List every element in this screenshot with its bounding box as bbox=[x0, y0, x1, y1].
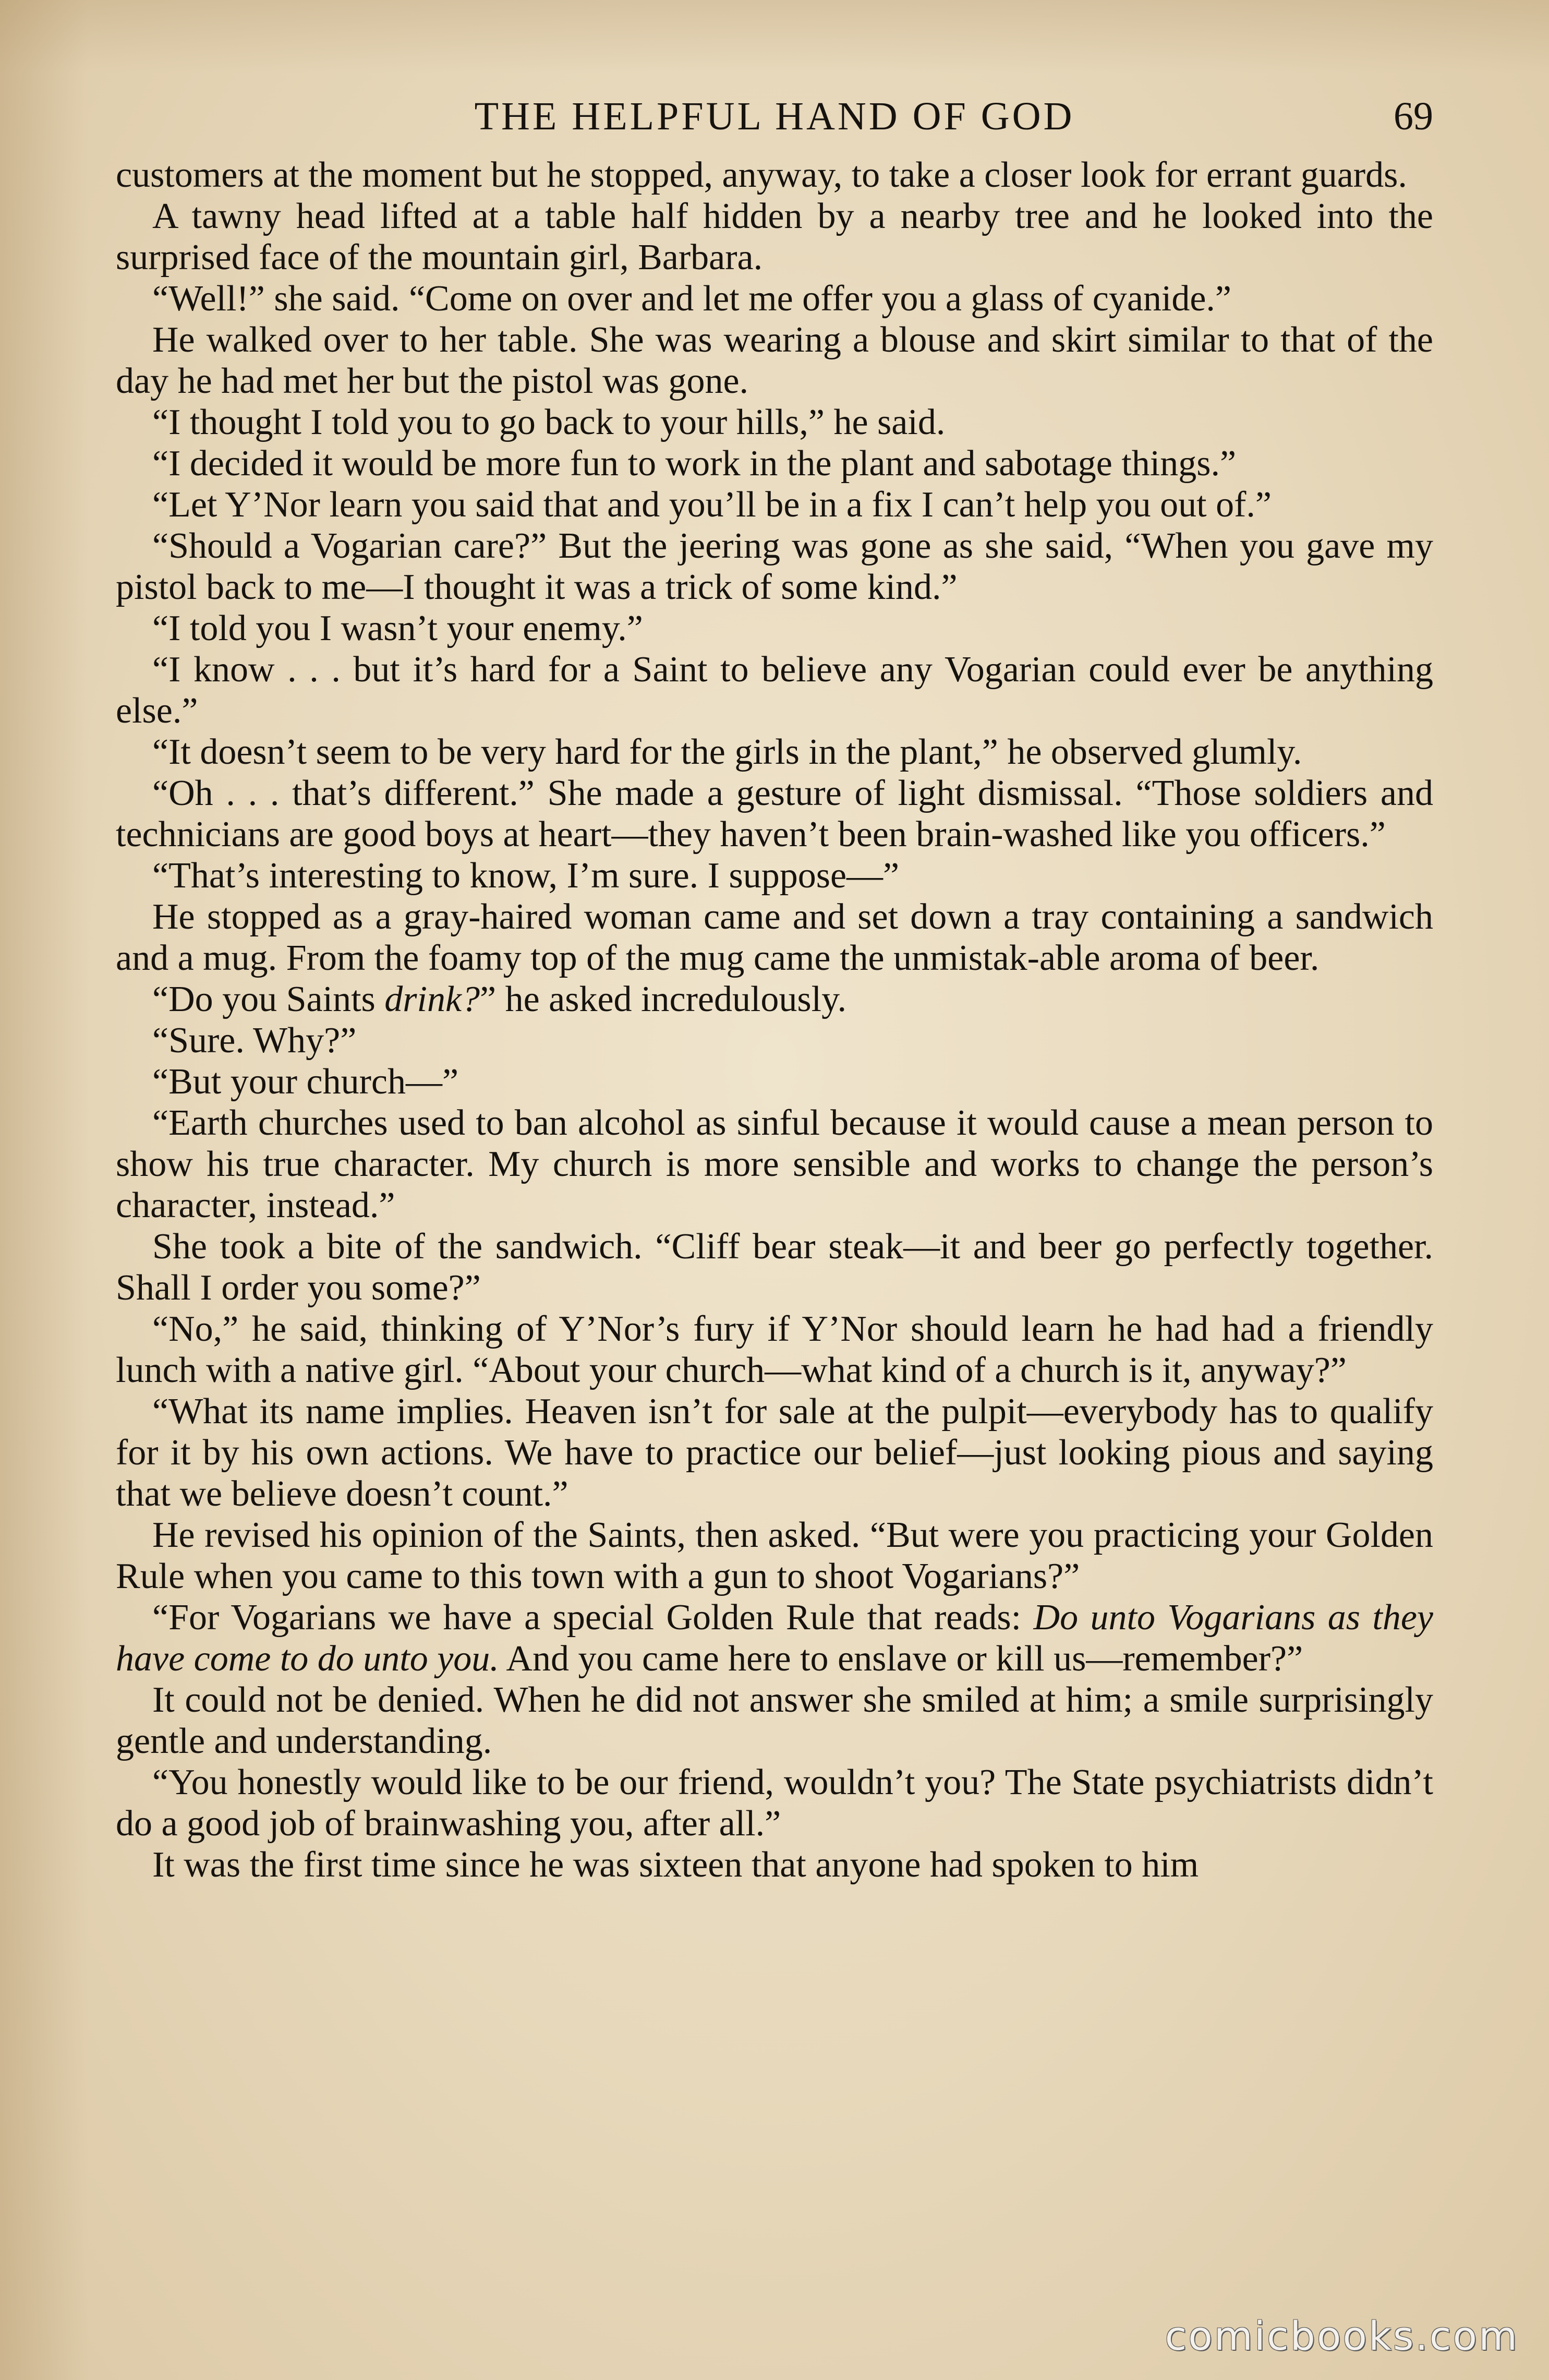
paragraph bbox=[116, 443, 1433, 484]
paragraph bbox=[116, 484, 1433, 525]
text-run: customers at the moment but he stopped, anyway, to take a closer look for errant guards. bbox=[116, 155, 1407, 195]
paragraph bbox=[116, 1844, 1433, 1885]
paragraph bbox=[116, 608, 1433, 649]
text-run: He revised his opinion of the Saints, then asked. “But were you practicing your Golden Rule when you came to this town with a gun to shoot Vogarians?” bbox=[116, 1515, 1433, 1596]
paragraph bbox=[116, 773, 1433, 855]
text-run: He stopped as a gray-haired woman came and set down a tray containing a sandwich and a mug. From the foamy top of the mug came the unmistak-able aroma of beer. bbox=[116, 897, 1433, 978]
text-run: “Do you Saints bbox=[152, 979, 385, 1019]
paragraph bbox=[116, 1391, 1433, 1514]
text-run: “I know . . . but it’s hard for a Saint to believe any Vogarian could ever be anything else.” bbox=[116, 650, 1433, 731]
paragraph bbox=[116, 1020, 1433, 1061]
text-run: “That’s interesting to know, I’m sure. I suppose—” bbox=[152, 856, 900, 896]
text-run: “You honestly would like to be our friend, wouldn’t you? The State psychiatrists didn’t do a good job of brainwashing you, after all.” bbox=[116, 1762, 1433, 1844]
text-run: “Sure. Why?” bbox=[152, 1020, 357, 1061]
paragraph bbox=[116, 278, 1433, 319]
text-run: And you came here to enslave or kill us—remember?” bbox=[499, 1639, 1303, 1679]
paragraph bbox=[116, 1514, 1433, 1597]
text-run: She took a bite of the sandwich. “Cliff bear steak—it and beer go perfectly together. Shall I order you some?” bbox=[116, 1227, 1433, 1308]
text-run: It was the first time since he was sixteen that anyone had spoken to him bbox=[152, 1845, 1199, 1885]
paragraph bbox=[116, 731, 1433, 773]
paragraph bbox=[116, 1597, 1433, 1679]
paragraph bbox=[116, 1679, 1433, 1762]
paragraph bbox=[116, 649, 1433, 731]
text-run: “Let Y’Nor learn you said that and you’ll be in a fix I can’t help you out of.” bbox=[152, 485, 1272, 525]
italic-text: Do unto Vogarians as they have come to do unto you. bbox=[116, 1597, 1433, 1679]
watermark: comicbooks.com bbox=[1165, 2313, 1519, 2359]
paragraph bbox=[116, 1061, 1433, 1102]
text-run: “It doesn’t seem to be very hard for the girls in the plant,” he observed glumly. bbox=[152, 732, 1302, 772]
paragraph bbox=[116, 525, 1433, 608]
paragraph bbox=[116, 196, 1433, 278]
page-header bbox=[116, 94, 1433, 146]
body-text bbox=[116, 154, 1433, 1885]
italic-text: drink? bbox=[384, 979, 480, 1019]
paragraph bbox=[116, 154, 1433, 196]
text-run: “Oh . . . that’s different.” She made a gesture of light dismissal. “Those soldiers and technicians are good boys at heart—they haven’t been brain-washed like you officers.” bbox=[116, 773, 1433, 855]
text-run: “But your church—” bbox=[152, 1062, 459, 1102]
text-run: “Earth churches used to ban alcohol as sinful because it would cause a mean person to show his true character. My church is more sensible and works to change the person’s character, instead.” bbox=[116, 1103, 1433, 1225]
paragraph bbox=[116, 402, 1433, 443]
text-run: “For Vogarians we have a special Golden Rule that reads: bbox=[152, 1597, 1034, 1638]
text-run: “I told you I wasn’t your enemy.” bbox=[152, 608, 643, 648]
text-run: “What its name implies. Heaven isn’t for sale at the pulpit—everybody has to qualify for it by his own actions. We have to practice our belief—just looking pious and saying that we believe doesn’t count.” bbox=[116, 1391, 1433, 1514]
text-run: “Should a Vogarian care?” But the jeering was gone as she said, “When you gave my pistol back to me—I thought it was a trick of some kind.” bbox=[116, 526, 1433, 607]
text-run: He walked over to her table. She was wearing a blouse and skirt similar to that of the day he had met her but the pistol was gone. bbox=[116, 320, 1433, 401]
text-run: ” he asked incredulously. bbox=[480, 979, 847, 1019]
paragraph bbox=[116, 896, 1433, 979]
text-run: “Well!” she said. “Come on over and let me offer you a glass of cyanide.” bbox=[152, 279, 1231, 319]
text-run: A tawny head lifted at a table half hidden by a nearby tree and he looked into the surprised face of the mountain girl, Barbara. bbox=[116, 196, 1433, 278]
text-run: “I thought I told you to go back to your hills,” he said. bbox=[152, 402, 946, 442]
paragraph bbox=[116, 1762, 1433, 1844]
running-head: THE HELPFUL HAND OF GOD bbox=[474, 94, 1075, 138]
text-run: “I decided it would be more fun to work in the plant and sabotage things.” bbox=[152, 443, 1237, 484]
text-run: “No,” he said, thinking of Y’Nor’s fury if Y’Nor should learn he had had a friendly lunch with a native girl. “About your church—what kind of a church is it, anyway?” bbox=[116, 1309, 1433, 1390]
page-number: 69 bbox=[1394, 94, 1433, 138]
paragraph bbox=[116, 1308, 1433, 1391]
paragraph bbox=[116, 979, 1433, 1020]
paragraph bbox=[116, 319, 1433, 402]
paragraph bbox=[116, 855, 1433, 896]
paragraph bbox=[116, 1102, 1433, 1226]
text-run: It could not be denied. When he did not answer she smiled at him; a smile surprisingly gentle and understanding. bbox=[116, 1680, 1433, 1761]
paragraph bbox=[116, 1226, 1433, 1308]
